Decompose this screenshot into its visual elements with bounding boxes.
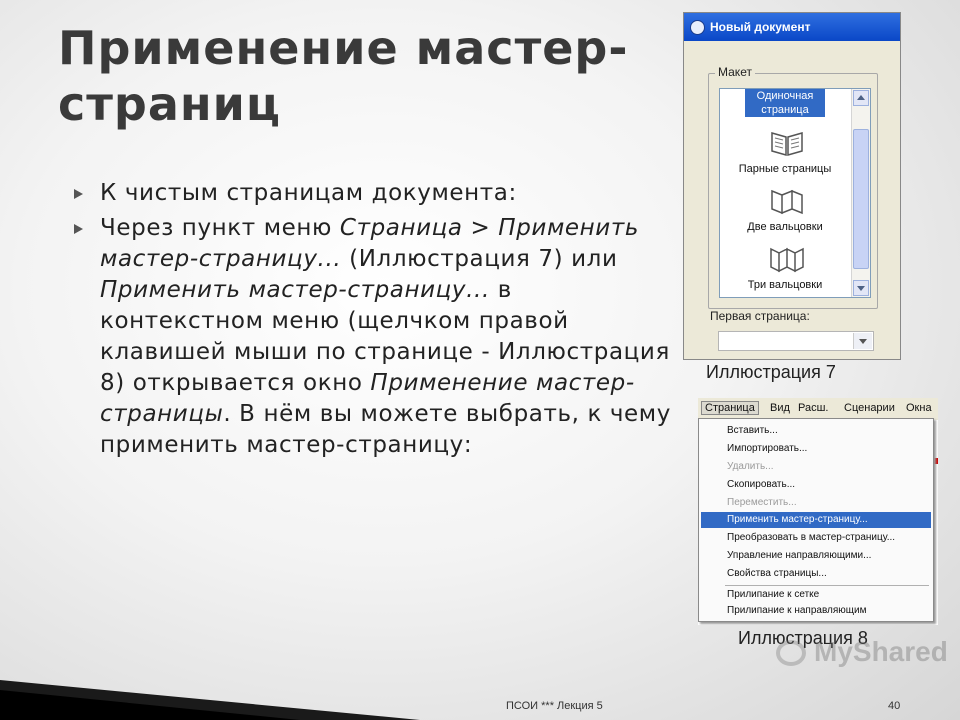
bullet-arrow-icon (74, 224, 83, 234)
menu-scripts[interactable]: Сценарии (844, 402, 895, 414)
watermark-text: MyShared (814, 636, 948, 667)
bullet-text: в контекстном меню (щелчком правой клавишей мыши по странице - Иллюстрация 8) открывается окно (100, 277, 670, 396)
first-page-label: Первая страница: (710, 309, 810, 323)
bullet-arrow-icon (74, 189, 83, 199)
triple-fold-icon (770, 243, 804, 273)
facing-pages-icon (770, 127, 804, 157)
layout-list[interactable] (719, 88, 871, 298)
menu-page[interactable]: Страница (701, 401, 759, 415)
first-page-select[interactable] (718, 331, 874, 351)
dialog-title: Новый документ (710, 20, 811, 34)
scroll-thumb[interactable] (853, 129, 869, 269)
scroll-up-icon[interactable] (853, 90, 869, 106)
menu-item-import[interactable]: Импортировать... (727, 443, 808, 454)
watermark (776, 632, 960, 672)
layout-group (708, 65, 878, 309)
bullet-list (74, 178, 674, 465)
menu-item-delete: Удалить... (727, 461, 774, 472)
bullet-item-2 (74, 213, 674, 461)
caption-illustration-8: Иллюстрация 8 (738, 628, 868, 648)
footer-text: ПСОИ *** Лекция 5 (506, 700, 603, 712)
menu-item-apply-master[interactable]: Применить мастер-страницу... (727, 514, 868, 525)
menu-item-snap-guides[interactable]: Прилипание к направляющим (727, 605, 867, 616)
window-icon (690, 20, 705, 35)
layout-option-facing[interactable]: Парные страницы (738, 163, 832, 175)
layout-option-double-fold[interactable]: Две вальцовки (747, 221, 823, 233)
chevron-down-icon[interactable] (853, 333, 872, 349)
bullet-text: Через пункт меню (100, 215, 340, 241)
menu-path-text: Страница > Применить мастер-страницу... (100, 215, 639, 272)
menubar (698, 398, 938, 420)
menu-separator (725, 585, 929, 586)
menu-item-guides[interactable]: Управление направляющими... (727, 550, 872, 561)
menu-windows[interactable]: Окна (906, 402, 932, 414)
menu-item-move: Переместить... (727, 497, 797, 508)
background-strip (934, 458, 938, 464)
menu-item-copy[interactable]: Скопировать... (727, 479, 796, 490)
menu-command-text: Применить мастер-страницу... (100, 277, 490, 303)
dialog-name-text: Применение мастер-страницы (100, 370, 635, 427)
layout-option-triple-fold[interactable]: Три вальцовки (747, 279, 823, 291)
dialog-title-bar (684, 13, 900, 41)
layout-scrollbar[interactable] (851, 89, 870, 297)
new-document-dialog (683, 12, 901, 360)
slide-title: Применение мастер-страниц (58, 21, 629, 131)
menu-extras[interactable]: Расш. (798, 402, 829, 414)
menu-view[interactable]: Вид (770, 402, 790, 414)
layout-group-label: Макет (715, 65, 755, 79)
caption-illustration-7: Иллюстрация 7 (706, 362, 836, 382)
page-number: 40 (888, 700, 901, 712)
double-fold-icon (770, 185, 804, 215)
bullet-text: (Иллюстрация 7) или (341, 246, 618, 272)
layout-option-single[interactable]: Одиночная страница (720, 89, 850, 117)
menu-item-convert-master[interactable]: Преобразовать в мастер-страницу... (727, 532, 896, 543)
bullet-item-1 (74, 178, 674, 209)
bullet-text: . В нём вы можете выбрать, к чему применить мастер-страницу: (100, 401, 671, 458)
bullet-text: К чистым страницам документа: (100, 180, 517, 206)
page-menu-dropdown (698, 418, 934, 622)
watermark-logo-icon (776, 640, 806, 666)
menu-item-snap-grid[interactable]: Прилипание к сетке (727, 589, 820, 600)
scroll-down-icon[interactable] (853, 280, 869, 296)
menu-item-page-properties[interactable]: Свойства страницы... (727, 568, 827, 579)
menu-item-insert[interactable]: Вставить... (727, 425, 778, 436)
page-menu-screenshot (698, 398, 938, 625)
